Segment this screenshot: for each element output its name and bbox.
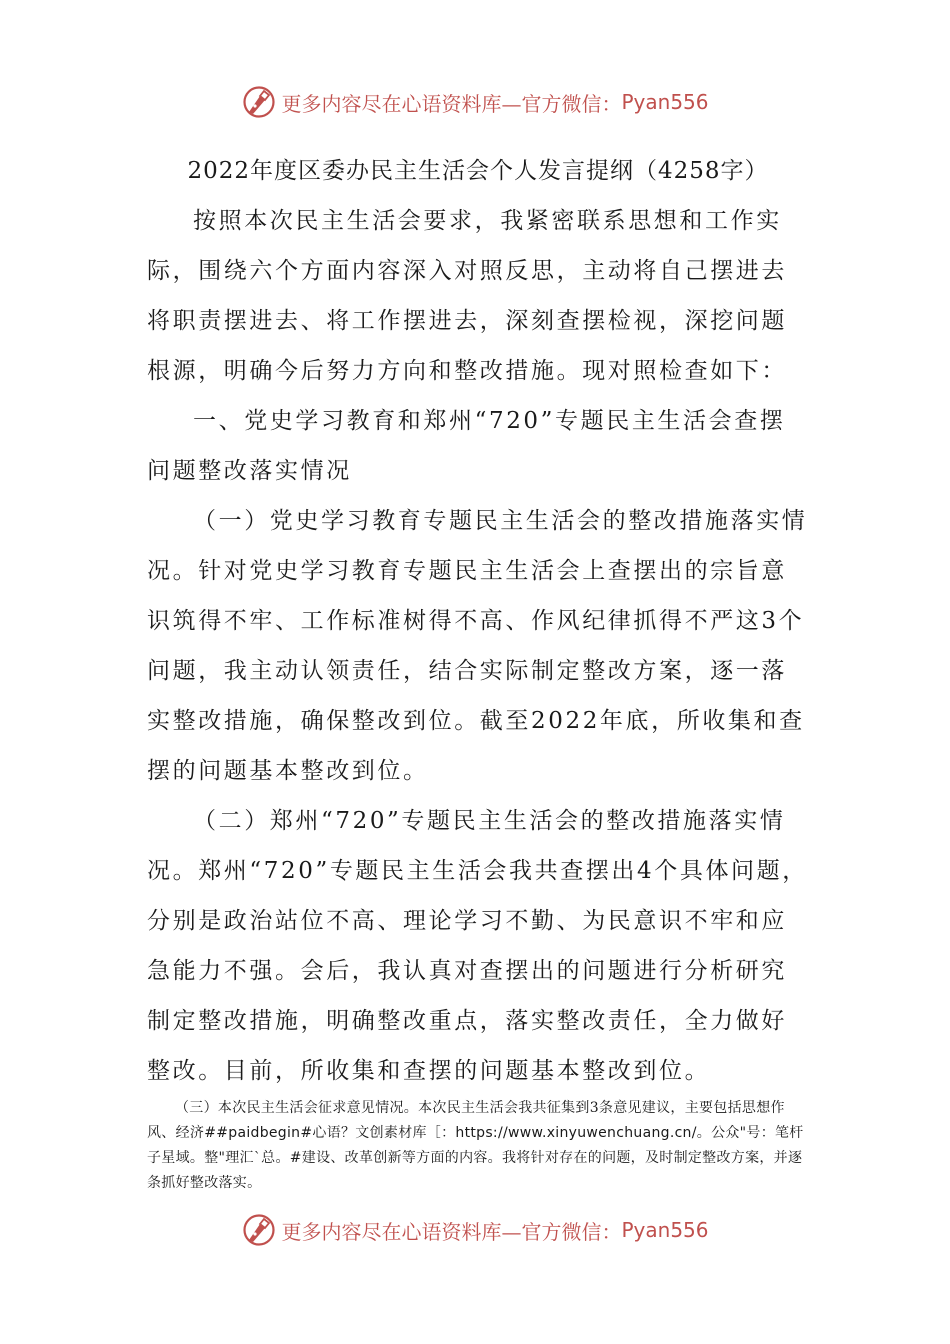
pen-nib-circle-icon xyxy=(241,84,277,120)
source-url: https://www.xinyuwenchuang.cn/ xyxy=(455,1125,697,1141)
subsection-paragraph-1: （一）党史学习教育专题民主生活会的整改措施落实情况。针对党史学习教育专题民主生活会上查摆出的宗旨意识筑得不牢、工作标准树得不高、作风纪律抓得不严这3个问题，我主动认领责任，结合实际制定整改方案，逐一落实整改措施，确保整改到位。截至2022年底，所收集和查摆的问题基本整改到位。 xyxy=(147,508,808,784)
banner-text: 更多内容尽在心语资料库—官方微信： xyxy=(281,1219,622,1244)
subsection-paragraph-3 xyxy=(147,1096,809,1196)
document-body xyxy=(147,146,809,1196)
footer-banner xyxy=(0,1210,950,1250)
intro-paragraph: 按照本次民主生活会要求，我紧密联系思想和工作实际，围绕六个方面内容深入对照反思，主动将自己摆进去将职责摆进去、将工作摆进去，深刻查摆检视，深挖问题根源，明确今后努力方向和整改措施。现对照检查如下： xyxy=(147,208,787,384)
paid-marker: ##paidbegin# xyxy=(204,1125,313,1141)
banner-wechat-id: Pyan556 xyxy=(621,90,709,114)
section-heading-1: 一、党史学习教育和郑州“720”专题民主生活会查摆问题整改落实情况 xyxy=(147,408,786,484)
pen-nib-circle-icon xyxy=(241,1212,277,1248)
small-text-part-1: （三）本次民主生活会征求意见情况。本次民主生活会我共征集到3条意见建议，主要包括思想作风、经济 xyxy=(147,1100,785,1141)
header-banner xyxy=(0,82,950,122)
banner-wechat-id: Pyan556 xyxy=(621,1218,709,1242)
subsection-paragraph-2: （二）郑州“720”专题民主生活会的整改措施落实情况。郑州“720”专题民主生活会我共查摆出4个具体问题，分别是政治站位不高、理论学习不勤、为民意识不牢和应急能力不强。会后，我认真对查摆出的问题进行分析研究制定整改措施，明确整改重点，落实整改责任，全力做好整改。目前，所收集和查摆的问题基本整改到位。 xyxy=(147,808,808,1084)
banner-text: 更多内容尽在心语资料库—官方微信： xyxy=(281,91,622,116)
small-text-part-5: 。公众"号：笔杆子星域。整"理汇`总。#建设、改革创新等方面的内容。我将针对存在的问题，及时制定整改方案，并逐条抓好整改落实。 xyxy=(147,1125,804,1191)
small-text-part-3: 心语？文创素材库［： xyxy=(312,1125,456,1141)
document-title: 2022年度区委办民主生活会个人发言提纲（4258字） xyxy=(187,158,769,184)
